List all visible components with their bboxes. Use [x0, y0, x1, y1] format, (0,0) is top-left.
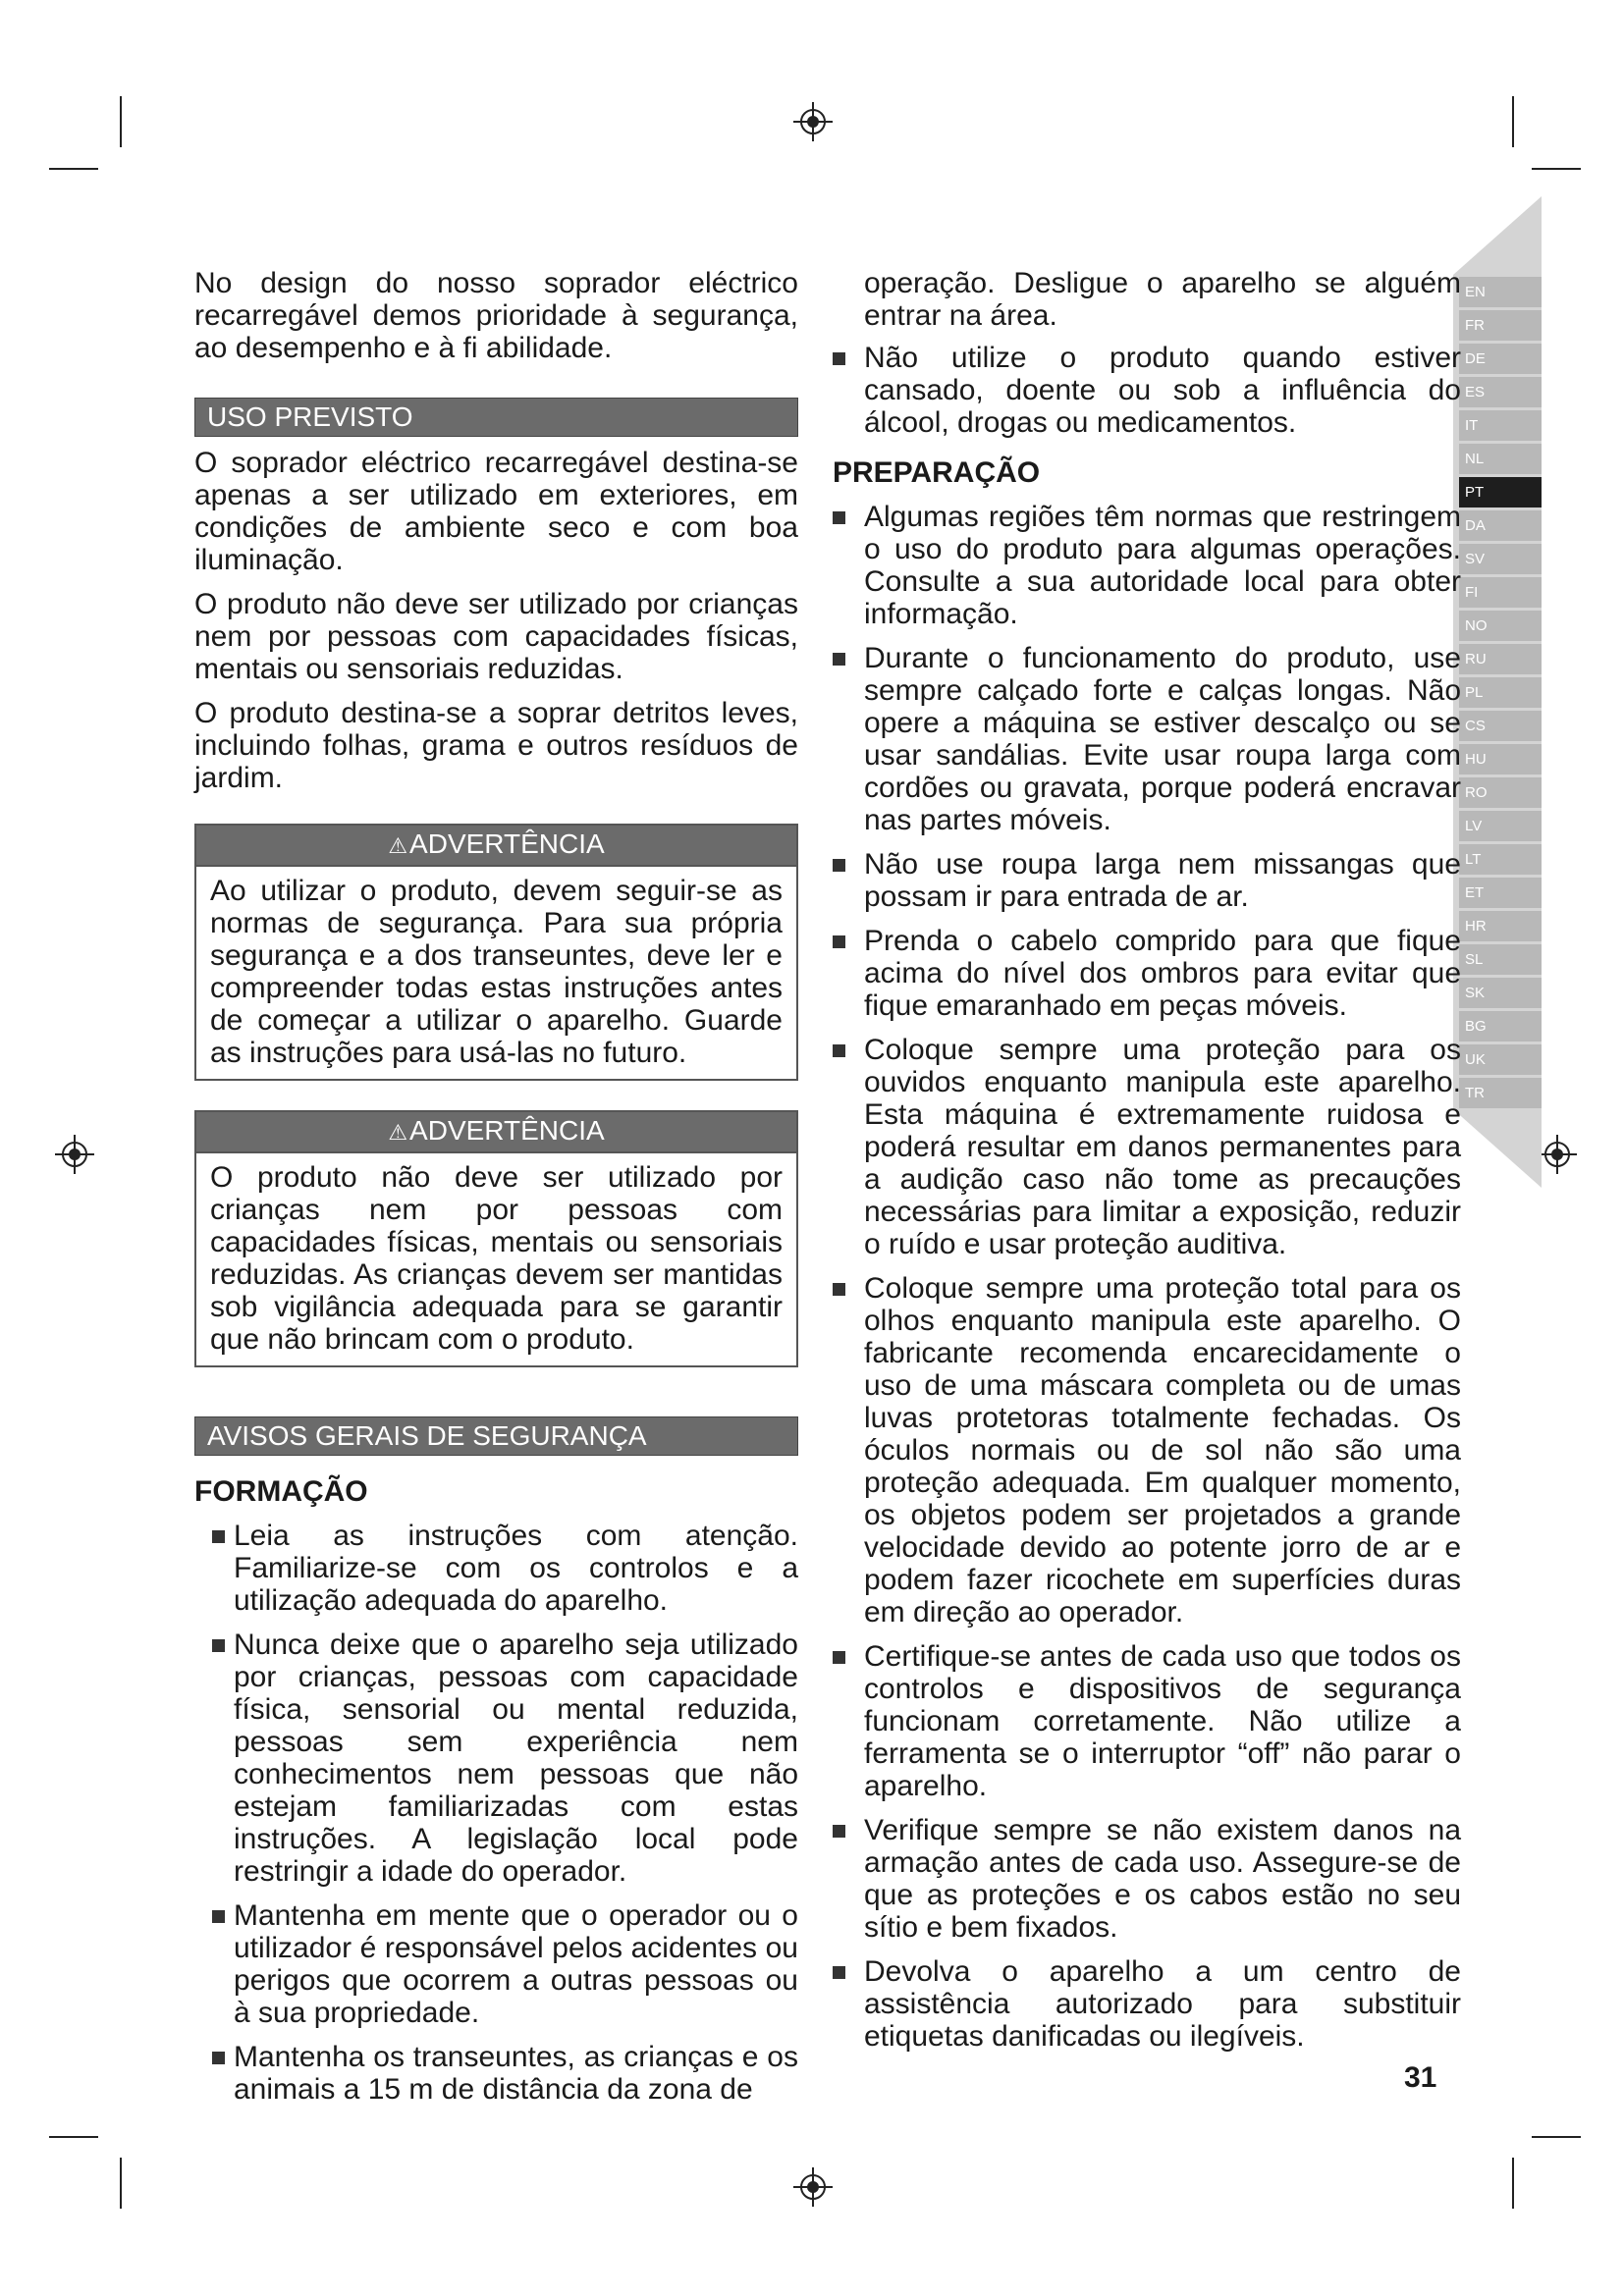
- list-item: [864, 1640, 1461, 1802]
- language-tab-fr: FR: [1459, 310, 1542, 341]
- language-tab-cs: CS: [1459, 711, 1542, 741]
- list-item-text: Não use roupa larga nem missangas que possam ir para entrada de ar.: [864, 848, 1461, 913]
- left-column: [194, 267, 798, 2117]
- bullet-icon: [833, 1966, 845, 1979]
- uso-previsto-paragraph: O produto destina-se a soprar detritos leves, incluindo folhas, grama e outros resíduos de jardim.: [194, 697, 798, 794]
- intro-paragraph: No design do nosso soprador eléctrico recarregável demos prioridade à segurança, ao desempenho e à fi abilidade.: [194, 267, 798, 364]
- language-tab-lt: LT: [1459, 844, 1542, 875]
- language-tab-nl: NL: [1459, 444, 1542, 474]
- subheading-formacao: FORMAÇÃO: [194, 1475, 368, 1508]
- language-tab-ru: RU: [1459, 644, 1542, 674]
- list-item-text: Leia as instruções com atenção. Familiarize-se com os controlos e a utilização adequada do aparelho.: [234, 1520, 798, 1617]
- language-tab-fi: FI: [1459, 577, 1542, 608]
- warning-text: Ao utilizar o produto, devem seguir-se as normas de segurança. Para sua própria segurança e a dos transeuntes, deve ler e compreender todas estas instruções antes de começar a utilizar o aparelho. Guarde as instruções para usá-las no futuro.: [210, 875, 783, 1069]
- right-column: [833, 267, 1461, 2064]
- list-item-text: Mantenha os transeuntes, as crianças e os animais a 15 m de distância da zona de: [234, 2041, 798, 2106]
- warning-icon: ⚠: [388, 1120, 408, 1145]
- uso-previsto-paragraph: O soprador eléctrico recarregável destina-se apenas a ser utilizado em exteriores, em condições de ambiente seco e com boa iluminação.: [194, 447, 798, 576]
- language-tab-no: NO: [1459, 611, 1542, 641]
- language-tab-et: ET: [1459, 878, 1542, 908]
- section-title-uso-previsto: USO PREVISTO: [194, 398, 798, 437]
- bullet-icon: [212, 2052, 225, 2064]
- crop-mark: [1532, 168, 1581, 170]
- warning-title: [196, 826, 796, 867]
- bullet-icon: [212, 1639, 225, 1652]
- language-tabs: [1459, 277, 1542, 1111]
- subheading-preparacao: PREPARAÇÃO: [833, 456, 1041, 489]
- section-title-avisos: AVISOS GERAIS DE SEGURANÇA: [194, 1416, 798, 1456]
- list-item: [864, 1955, 1461, 2053]
- list-item: [234, 1629, 798, 1888]
- language-tab-pt: PT: [1459, 477, 1542, 507]
- bullet-icon: [833, 1651, 845, 1664]
- language-tab-uk: UK: [1459, 1044, 1542, 1075]
- bullet-icon: [833, 1044, 845, 1057]
- list-item: [864, 501, 1461, 630]
- list-item: [234, 2041, 798, 2106]
- language-tab-hu: HU: [1459, 744, 1542, 774]
- warning-text: O produto não deve ser utilizado por crianças nem por pessoas com capacidades físicas, mentais ou sensoriais reduzidas. As crianças devem ser mantidas sob vigilância adequada para se garantir que não brincam com o produto.: [210, 1161, 783, 1356]
- language-tab-en: EN: [1459, 277, 1542, 307]
- language-tab-sl: SL: [1459, 944, 1542, 975]
- bullet-icon: [833, 859, 845, 872]
- bullet-icon: [833, 935, 845, 948]
- cansado-list: [833, 342, 1461, 439]
- crop-mark: [1512, 2158, 1514, 2209]
- list-item: [864, 342, 1461, 439]
- list-item: [864, 925, 1461, 1022]
- bullet-icon: [212, 1910, 225, 1923]
- formacao-list: [194, 1520, 798, 2106]
- registration-mark-icon: [1538, 1135, 1577, 1174]
- bullet-icon: [212, 1530, 225, 1543]
- warning-box: [194, 824, 798, 1081]
- continuation-text: operação. Desligue o aparelho se alguém entrar na área.: [864, 267, 1461, 332]
- language-tab-ro: RO: [1459, 777, 1542, 808]
- crop-mark: [1532, 2136, 1581, 2138]
- list-item: [234, 1520, 798, 1617]
- list-item-text: Coloque sempre uma proteção para os ouvidos enquanto manipula este aparelho. Esta máquina é extremamente ruidosa e poderá resultar em danos permanentes para a audição caso não tome as precauções necessárias para limitar a exposição, reduzir o ruído e usar proteção auditiva.: [864, 1034, 1461, 1260]
- language-tab-hr: HR: [1459, 911, 1542, 941]
- list-item-text: Não utilize o produto quando estiver cansado, doente ou sob a influência do álcool, drogas ou medicamentos.: [864, 342, 1461, 439]
- uso-previsto-paragraph: O produto não deve ser utilizado por crianças nem por pessoas com capacidades físicas, mentais ou sensoriais reduzidas.: [194, 588, 798, 685]
- list-item: [864, 1814, 1461, 1944]
- registration-mark-icon: [793, 102, 833, 141]
- bullet-icon: [833, 653, 845, 666]
- language-tab-pl: PL: [1459, 677, 1542, 708]
- list-item-text: Nunca deixe que o aparelho seja utilizado por crianças, pessoas com capacidade física, sensorial ou mental reduzida, pessoas sem experiência nem conhecimentos nem pessoas que não estejam familiarizadas com estas instruções. A legislação local pode restringir a idade do operador.: [234, 1629, 798, 1888]
- crop-mark: [1512, 96, 1514, 147]
- list-item: [864, 1272, 1461, 1629]
- language-tab-bg: BG: [1459, 1011, 1542, 1041]
- warning-box: [194, 1110, 798, 1367]
- warning-title-text: ADVERTÊNCIA: [409, 828, 605, 859]
- crop-mark: [120, 2158, 122, 2209]
- language-tab-tr: TR: [1459, 1078, 1542, 1108]
- registration-mark-icon: [793, 2167, 833, 2207]
- warning-title-text: ADVERTÊNCIA: [409, 1115, 605, 1146]
- bullet-icon: [833, 511, 845, 524]
- list-item-text: Verifique sempre se não existem danos na armação antes de cada uso. Assegure-se de que as proteções e os cabos estão no seu sítio e bem fixados.: [864, 1814, 1461, 1944]
- list-item: [864, 642, 1461, 836]
- list-item: [864, 1034, 1461, 1260]
- language-tab-da: DA: [1459, 510, 1542, 541]
- language-tab-de: DE: [1459, 344, 1542, 374]
- language-tab-lv: LV: [1459, 811, 1542, 841]
- bullet-icon: [833, 1825, 845, 1838]
- crop-mark: [49, 2136, 98, 2138]
- language-tab-it: IT: [1459, 410, 1542, 441]
- bullet-icon: [833, 352, 845, 365]
- list-item-text: Certifique-se antes de cada uso que todos os controlos e dispositivos de segurança funcionam corretamente. Não utilize a ferramenta se o interruptor “off” não parar o aparelho.: [864, 1640, 1461, 1802]
- language-tab-es: ES: [1459, 377, 1542, 407]
- preparacao-list: [833, 501, 1461, 2053]
- list-item-text: Durante o funcionamento do produto, use sempre calçado forte e calças longas. Não opere a máquina se estiver descalço ou se usar sandálias. Evite usar roupa larga com cordões ou gravata, porque poderá encravar nas partes móveis.: [864, 642, 1461, 836]
- list-item-text: Coloque sempre uma proteção total para os olhos enquanto manipula este aparelho. O fabricante recomenda encarecidamente o uso de uma máscara completa ou de umas luvas protetoras totalmente fechadas. Os óculos normais ou de sol não são uma proteção adequada. Em qualquer momento, os objetos podem ser projetados a grande velocidade devido ao potente jorro de ar e podem fazer ricochete em superfícies duras em direção ao operador.: [864, 1272, 1461, 1629]
- list-item-text: Algumas regiões têm normas que restringem o uso do produto para algumas operações. Consulte a sua autoridade local para obter informação.: [864, 501, 1461, 630]
- list-item: [864, 848, 1461, 913]
- crop-mark: [120, 96, 122, 147]
- page-number: 31: [1404, 2061, 1437, 2094]
- list-item: [234, 1899, 798, 2029]
- language-tab-sk: SK: [1459, 978, 1542, 1008]
- list-item-text: Mantenha em mente que o operador ou o utilizador é responsável pelos acidentes ou perigos que ocorrem a outras pessoas ou à sua propriedade.: [234, 1899, 798, 2029]
- registration-mark-icon: [55, 1135, 94, 1174]
- bullet-icon: [833, 1283, 845, 1296]
- warning-icon: ⚠: [388, 833, 408, 858]
- crop-mark: [49, 168, 98, 170]
- language-tab-sv: SV: [1459, 544, 1542, 574]
- list-item-text: Prenda o cabelo comprido para que fique acima do nível dos ombros para evitar que fique emaranhado em peças móveis.: [864, 925, 1461, 1022]
- list-item-text: Devolva o aparelho a um centro de assistência autorizado para substituir etiquetas danificadas ou ilegíveis.: [864, 1955, 1461, 2053]
- warning-title: [196, 1112, 796, 1153]
